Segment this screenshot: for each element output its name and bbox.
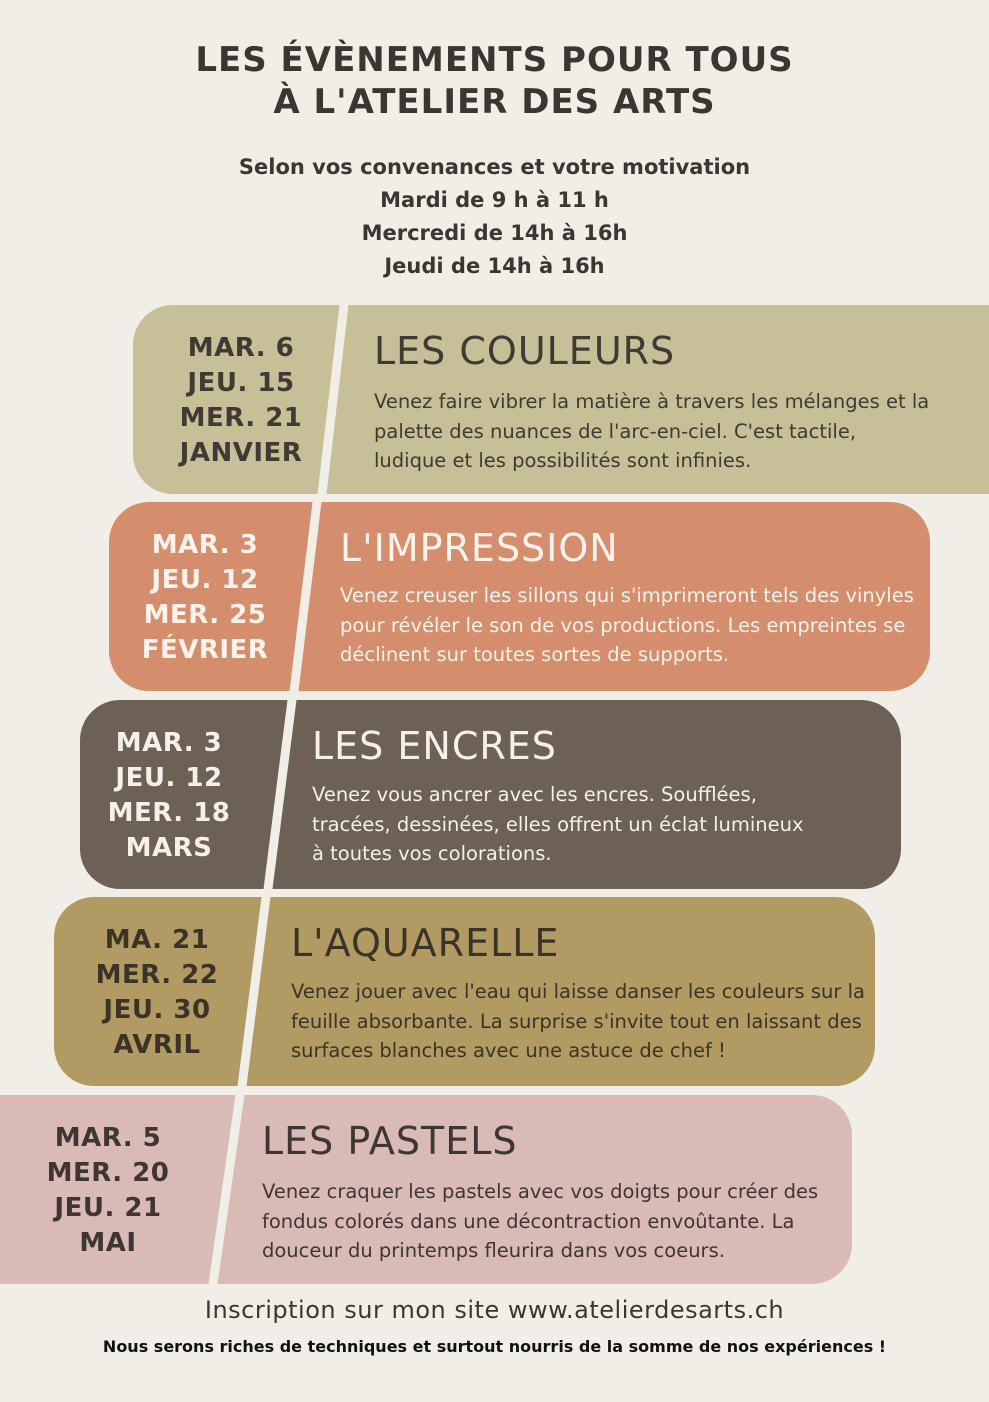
event-date: MER. 18 — [107, 798, 231, 828]
event-date: MAR. 5 — [54, 1123, 162, 1153]
footer-tagline: Nous serons riches de techniques et surtout nourris de la somme de nos expériences ! — [102, 1337, 887, 1356]
event-dates — [57, 923, 257, 1063]
event-date: MER. 25 — [143, 600, 267, 630]
schedule-tuesday: Mardi de 9 h à 11 h — [380, 188, 609, 212]
event-month: MARS — [125, 833, 213, 863]
schedule-wednesday: Mercredi de 14h à 16h — [361, 221, 628, 245]
event-description: Venez faire vibrer la matière à travers les mélanges et la palette des nuances de l'arc-en-ciel. C'est tactile, ludique et les possibilités sont infinies. — [374, 390, 930, 472]
event-date: JEU. 15 — [187, 368, 295, 398]
event-date: MAR. 3 — [151, 530, 259, 560]
event-title: L'AQUARELLE — [291, 921, 560, 965]
event-band — [0, 502, 989, 691]
event-dates — [105, 528, 305, 668]
event-band — [0, 700, 989, 889]
event-title: LES COULEURS — [374, 329, 676, 373]
event-band — [0, 305, 989, 494]
event-band — [0, 897, 989, 1086]
event-date: JEU. 12 — [115, 763, 223, 793]
event-dates — [69, 726, 269, 866]
subtitle: Selon vos convenances et votre motivation — [238, 155, 751, 179]
page-title-line2: À L'ATELIER DES ARTS — [273, 82, 716, 122]
event-description: Venez vous ancrer avec les encres. Soufflées, tracées, dessinées, elles offrent un éclat lumineux à toutes vos colorations. — [312, 783, 804, 865]
event-date: JEU. 21 — [54, 1193, 162, 1223]
schedule-thursday: Jeudi de 14h à 16h — [384, 254, 605, 278]
event-dates — [141, 331, 341, 471]
event-date: MER. 21 — [179, 403, 303, 433]
event-title: LES PASTELS — [262, 1119, 518, 1163]
event-month: MAI — [79, 1228, 137, 1258]
event-date: MA. 21 — [104, 925, 210, 955]
inscription-text: Inscription sur mon site www.atelierdesarts.ch — [204, 1296, 785, 1324]
event-title: L'IMPRESSION — [340, 526, 619, 570]
event-date: MAR. 6 — [187, 333, 295, 363]
event-description: Venez creuser les sillons qui s'imprimeront tels des vinyles pour révéler le son de vos productions. Les empreintes se déclinent sur toutes sortes de supports. — [340, 584, 914, 666]
event-date: JEU. 30 — [103, 995, 211, 1025]
event-band — [0, 1095, 989, 1284]
event-date: MAR. 3 — [115, 728, 223, 758]
event-title: LES ENCRES — [312, 724, 557, 768]
page-title-line1: LES ÉVÈNEMENTS POUR TOUS — [195, 40, 794, 80]
event-date: MER. 20 — [46, 1158, 170, 1188]
event-description: Venez jouer avec l'eau qui laisse danser les couleurs sur la feuille absorbante. La surprise s'invite tout en laissant des surfaces blanches avec une astuce de chef ! — [291, 980, 865, 1062]
event-date: JEU. 12 — [151, 565, 259, 595]
event-month: AVRIL — [113, 1030, 201, 1060]
event-date: MER. 22 — [95, 960, 219, 990]
event-month: FÉVRIER — [141, 635, 269, 665]
event-month: JANVIER — [179, 438, 303, 468]
event-dates — [8, 1121, 208, 1261]
event-description: Venez craquer les pastels avec vos doigts pour créer des fondus colorés dans une décontraction envoûtante. La douceur du printemps fleurira dans vos coeurs. — [262, 1180, 819, 1262]
